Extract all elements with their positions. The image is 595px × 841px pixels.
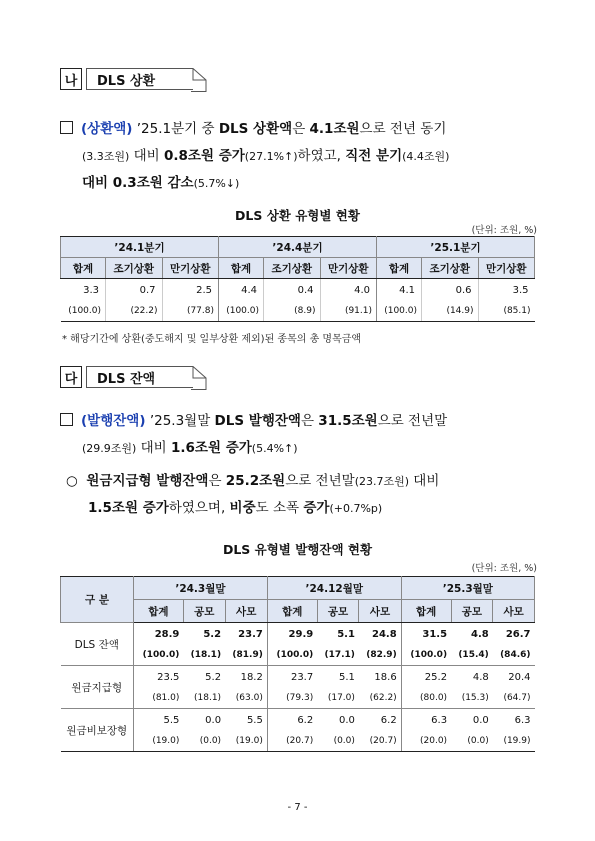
checkbox-bullet-icon: [60, 121, 73, 134]
cell: (15.3): [451, 688, 493, 709]
cell: (85.1): [478, 301, 535, 322]
cell: (17.1): [317, 645, 359, 666]
cell: 4.0: [320, 279, 377, 302]
cell: 5.2: [205, 671, 222, 683]
cell: (19.0): [134, 731, 184, 752]
row-label: 원금비보장형: [61, 709, 134, 752]
col-header: 조기상환: [106, 258, 163, 279]
cell: (100.0): [219, 301, 264, 322]
col-header: 합계: [134, 600, 184, 623]
cell: (20.7): [359, 731, 401, 752]
cell: (17.0): [317, 688, 359, 709]
cell: (81.0): [134, 688, 184, 709]
cell: 25.2: [401, 666, 451, 689]
unit-label: (단위: 조원, %): [471, 225, 537, 236]
cell: (18.1): [183, 645, 225, 666]
cell: 5.1: [337, 628, 355, 640]
unit-label: (단위: 조원, %): [471, 563, 537, 574]
checkbox-bullet-icon: [60, 413, 73, 426]
col-header: 사모: [225, 600, 267, 623]
cell: (80.0): [401, 688, 451, 709]
cell: 23.7: [238, 628, 263, 640]
col-header: 사모: [493, 600, 535, 623]
col-header: 만기상환: [478, 258, 535, 279]
folded-corner-icon: [191, 366, 207, 390]
cell: 24.8: [372, 628, 397, 640]
cell: 4.8: [472, 671, 489, 683]
col-header: 조기상환: [264, 258, 321, 279]
cell: 0.0: [205, 714, 222, 726]
cell: 0.0: [472, 714, 489, 726]
col-header: 합계: [377, 258, 422, 279]
cell: (100.0): [401, 645, 451, 666]
col-header: 공모: [451, 600, 493, 623]
page-number: - 7 -: [287, 802, 308, 813]
cell: (63.0): [225, 688, 267, 709]
period-header: ’24.12월말: [267, 577, 401, 600]
col-header: 합계: [219, 258, 264, 279]
section-title-text: DLS 상환: [97, 73, 156, 89]
col-header: 합계: [267, 600, 317, 623]
row-label: 원금지급형: [61, 666, 134, 709]
cell: (91.1): [320, 301, 377, 322]
balance-table: [60, 576, 535, 752]
cell: 0.7: [106, 279, 163, 302]
cell: (64.7): [493, 688, 535, 709]
table-title-repayment: DLS 상환 유형별 현황: [235, 208, 360, 223]
corner-header: 구 분: [61, 577, 134, 623]
circle-bullet-icon: ○: [66, 473, 78, 489]
table-row: [61, 666, 535, 689]
cell: 4.4: [219, 279, 264, 302]
cell: 0.6: [422, 279, 479, 302]
cell: (100.0): [61, 301, 106, 322]
section-letter: 다: [60, 366, 82, 388]
cell: (15.4): [451, 645, 493, 666]
period-header: ’25.1분기: [377, 237, 535, 258]
table-title-balance: DLS 유형별 발행잔액 현황: [222, 542, 373, 557]
table-row: [61, 301, 535, 322]
cell: (62.2): [359, 688, 401, 709]
row-label: DLS 잔액: [61, 623, 134, 666]
cell: 2.5: [162, 279, 219, 302]
balance-paragraph: (발행잔액) ’25.3월말 DLS 발행잔액은 31.5조원으로 전년말 (29.9조원) 대비 1.6조원 증가(5.4%↑): [60, 408, 539, 462]
cell: (84.6): [493, 645, 535, 666]
table-footnote: * 해당기간에 상환(중도해지 및 일부상환 제외)된 종목의 총 명목금액: [62, 334, 362, 345]
cell: (20.7): [267, 731, 317, 752]
cell: 28.9: [134, 623, 184, 646]
section-letter: 나: [60, 68, 82, 90]
cell: 4.8: [471, 628, 489, 640]
cell: 5.2: [203, 628, 222, 640]
table-row: [61, 709, 535, 732]
section-title-text: DLS 잔액: [97, 371, 156, 387]
section-header-repayment: [60, 68, 193, 90]
cell: (100.0): [267, 645, 317, 666]
cell: 4.1: [377, 279, 422, 302]
col-header: 조기상환: [422, 258, 479, 279]
cell: (100.0): [134, 645, 184, 666]
cell: (77.8): [162, 301, 219, 322]
cell: (20.0): [401, 731, 451, 752]
cell: 18.6: [374, 671, 397, 683]
cell: 5.5: [246, 714, 263, 726]
cell: (0.0): [183, 731, 225, 752]
principal-paragraph: ○ 원금지급형 발행잔액은 25.2조원으로 전년말(23.7조원) 대비 1.5조원 증가하였으며, 비중도 소폭 증가(+0.7%p): [66, 473, 440, 516]
col-header: 합계: [401, 600, 451, 623]
cell: 6.3: [514, 714, 531, 726]
col-header: 만기상환: [162, 258, 219, 279]
cell: (22.2): [106, 301, 163, 322]
col-header: 공모: [317, 600, 359, 623]
table-row: [61, 623, 535, 646]
period-header: ’24.3월말: [134, 577, 268, 600]
repayment-table: [60, 236, 535, 322]
cell: (100.0): [377, 301, 422, 322]
col-header: 합계: [61, 258, 106, 279]
cell: 3.5: [478, 279, 535, 302]
cell: 6.3: [401, 709, 451, 732]
cell: 29.9: [267, 623, 317, 646]
cell: 5.5: [134, 709, 184, 732]
cell: (8.9): [264, 301, 321, 322]
table-row: [61, 279, 535, 302]
col-header: 만기상환: [320, 258, 377, 279]
col-header: 사모: [359, 600, 401, 623]
cell: 20.4: [508, 671, 531, 683]
cell: 23.7: [267, 666, 317, 689]
cell: 0.4: [264, 279, 321, 302]
section-header-balance: [60, 366, 193, 388]
cell: (0.0): [451, 731, 493, 752]
cell: 18.2: [240, 671, 263, 683]
cell: (14.9): [422, 301, 479, 322]
cell: 26.7: [505, 628, 531, 640]
cell: 3.3: [83, 284, 99, 296]
cell: (18.1): [183, 688, 225, 709]
col-header: 공모: [183, 600, 225, 623]
cell: (19.0): [225, 731, 267, 752]
cell: (79.3): [267, 688, 317, 709]
section-title: [86, 68, 193, 90]
period-header: ’24.4분기: [219, 237, 377, 258]
cell: 6.2: [267, 709, 317, 732]
cell: 31.5: [401, 623, 451, 646]
cell: 0.0: [339, 714, 355, 726]
cell: 6.2: [380, 714, 397, 726]
cell: (19.9): [493, 731, 535, 752]
repayment-paragraph: (상환액) ’25.1분기 중 DLS 상환액은 4.1조원으로 전년 동기 (3.3조원) 대비 0.8조원 증가(27.1%↑)하였고, 직전 분기(4.4조원) 대비 0.3조원 감소(5.7%↓): [60, 116, 539, 197]
cell: (0.0): [317, 731, 359, 752]
period-header: ’24.1분기: [61, 237, 219, 258]
cell: 5.1: [339, 671, 355, 683]
cell: (82.9): [359, 645, 401, 666]
period-header: ’25.3월말: [401, 577, 534, 600]
cell: (81.9): [225, 645, 267, 666]
section-title: [86, 366, 193, 388]
folded-corner-icon: [191, 68, 207, 92]
cell: 23.5: [134, 666, 184, 689]
